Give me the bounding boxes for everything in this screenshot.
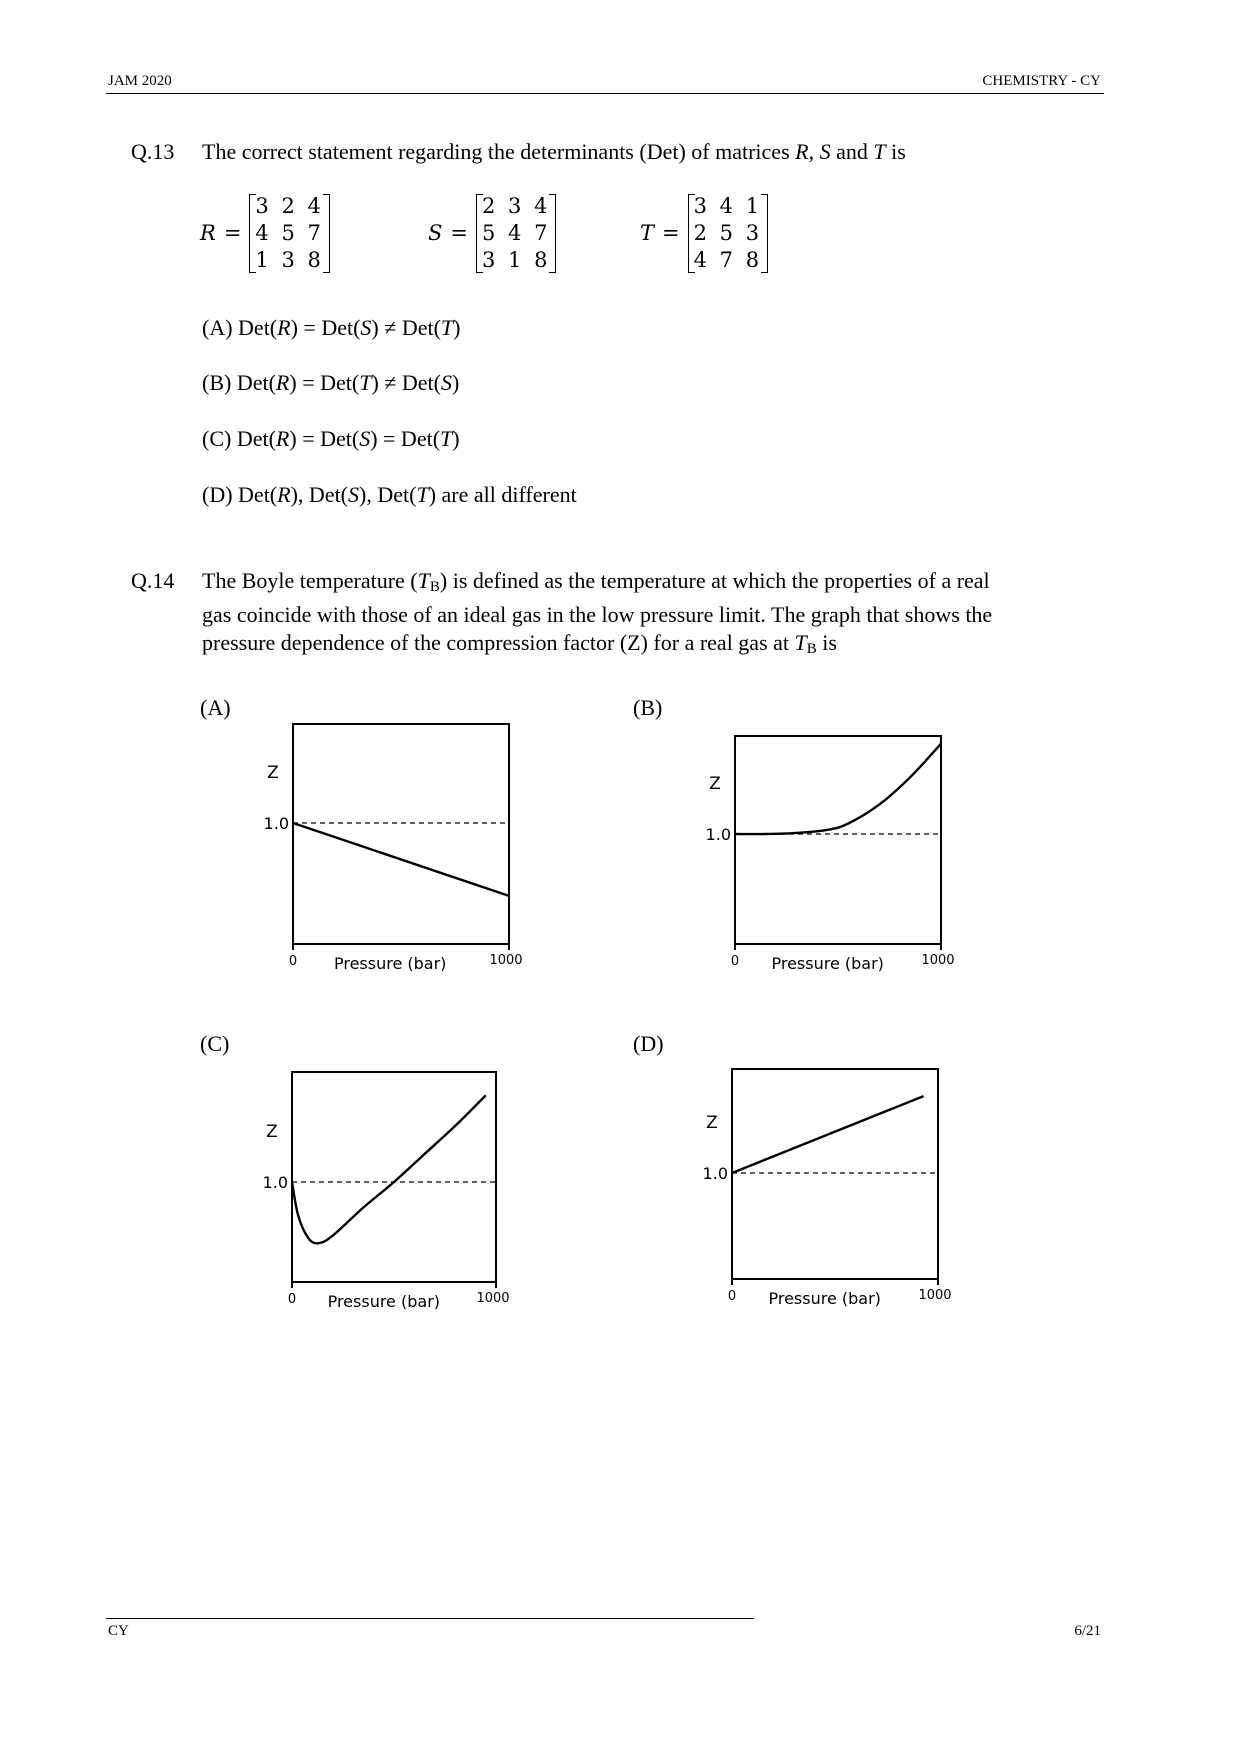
z-curve xyxy=(292,1095,486,1243)
q13-option-a[interactable]: (A) Det(R) = Det(S) ≠ Det(T) xyxy=(202,315,461,340)
plot-frame xyxy=(735,736,941,944)
plot-frame xyxy=(732,1069,938,1279)
q13-option-d[interactable]: (D) Det(R), Det(S), Det(T) are all different xyxy=(202,482,577,507)
footer-rule xyxy=(106,1618,754,1619)
z-curve xyxy=(735,744,941,834)
x-tick-label: 0 xyxy=(730,954,740,969)
q13-number: Q.13 xyxy=(131,139,175,164)
x-axis-label: Pressure (bar) xyxy=(768,1289,881,1308)
x-axis-label: Pressure (bar) xyxy=(333,954,447,973)
matrix-row: 2 3 4 xyxy=(482,193,551,218)
y-tick-label: 1.0 xyxy=(263,814,289,833)
q13-option-b[interactable]: (B) Det(R) = Det(T) ≠ Det(S) xyxy=(202,370,460,395)
x-axis-label: Pressure (bar) xyxy=(327,1292,441,1311)
x-axis-label: Pressure (bar) xyxy=(771,954,884,973)
matrix-row: 4 7 8 xyxy=(693,247,763,272)
q14-number: Q.14 xyxy=(131,568,175,593)
x-tick-label: 0 xyxy=(727,1289,737,1304)
matrix-row: 3 4 1 xyxy=(693,193,763,218)
chart-b xyxy=(685,722,975,977)
chart-a xyxy=(245,712,535,977)
x-tick-label: 1000 xyxy=(489,953,523,968)
matrix-row: 2 5 3 xyxy=(693,220,763,245)
graph-d-label[interactable]: (D) xyxy=(633,1031,664,1056)
x-tick-label: 1000 xyxy=(476,1291,510,1306)
header-subject: CHEMISTRY - CY xyxy=(982,73,1101,89)
y-tick-label: 1.0 xyxy=(705,825,731,844)
z-curve xyxy=(732,1096,924,1173)
y-tick-label: 1.0 xyxy=(262,1173,288,1192)
matrix-row: 1 3 8 xyxy=(255,247,324,272)
matrix-row: 5 4 7 xyxy=(482,220,551,245)
x-tick-label: 1000 xyxy=(921,953,955,968)
matrix-row: 3 1 8 xyxy=(482,247,551,272)
x-tick-label: 0 xyxy=(287,1292,297,1307)
y-axis-label: Z xyxy=(267,763,279,783)
y-axis-label: Z xyxy=(709,774,721,794)
y-axis-label: Z xyxy=(706,1113,718,1133)
y-tick-label: 1.0 xyxy=(702,1164,728,1183)
matrix-s: S = 2 3 4 5 4 7 3 1 8 xyxy=(428,192,556,274)
z-curve xyxy=(293,823,509,896)
header-exam-name: JAM 2020 xyxy=(108,73,172,89)
y-axis-label: Z xyxy=(266,1122,278,1142)
chart-c xyxy=(245,1058,535,1318)
graph-a-label[interactable]: (A) xyxy=(200,695,231,720)
graph-b-label[interactable]: (B) xyxy=(633,695,663,720)
q13-option-c[interactable]: (C) Det(R) = Det(S) = Det(T) xyxy=(202,426,460,451)
matrix-row: 4 5 7 xyxy=(255,220,324,245)
plot-frame xyxy=(292,1072,496,1282)
header-rule xyxy=(106,93,1104,94)
q13-text: The correct statement regarding the determinants (Det) of matrices R, S and T is xyxy=(202,139,906,164)
footer-code: CY xyxy=(108,1623,129,1639)
matrix-r: R = 3 2 4 4 5 7 1 3 8 xyxy=(200,192,330,274)
graph-c-label[interactable]: (C) xyxy=(200,1031,230,1056)
page-number: 6/21 xyxy=(1074,1623,1101,1639)
q14-text: The Boyle temperature $(T_B)$ is defined as the temperature at which the properties of a real gas coincide with those of an ideal gas in the low pressure limit. The graph that shows the pressure dependence of the compression factor (Z) for a real gas at $T_B$ is xyxy=(202,568,993,657)
x-tick-label: 0 xyxy=(288,954,298,969)
chart-d xyxy=(680,1055,970,1318)
x-tick-label: 1000 xyxy=(918,1288,952,1303)
matrix-row: 3 2 4 xyxy=(255,193,324,218)
matrix-t: T = 3 4 1 2 5 3 4 7 8 xyxy=(640,192,768,274)
